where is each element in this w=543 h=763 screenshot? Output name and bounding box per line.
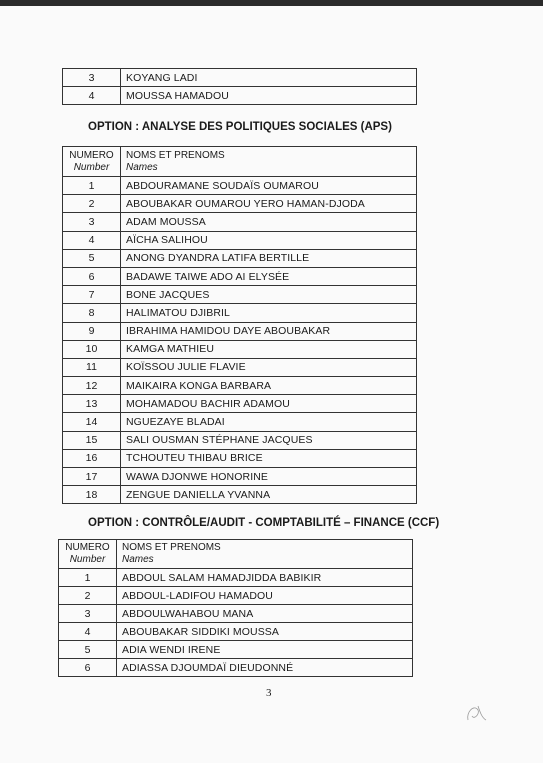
- scan-edge-bar: [0, 0, 543, 6]
- number-header-label-en: Number: [73, 161, 110, 173]
- handwritten-initials: [462, 700, 492, 726]
- table-row: [63, 322, 417, 340]
- table-row: [63, 195, 417, 213]
- table-row: [63, 87, 417, 105]
- table-row: [63, 231, 417, 249]
- page-number: 3: [266, 687, 272, 699]
- table-header-row: [59, 540, 413, 569]
- row-number: 6: [63, 267, 121, 285]
- aps-section-heading: OPTION : ANALYSE DES POLITIQUES SOCIALES (APS): [88, 121, 392, 133]
- row-name: TCHOUTEU THIBAU BRICE: [121, 449, 417, 467]
- row-number: 12: [63, 377, 121, 395]
- table-row: [63, 69, 417, 87]
- row-name: MAIKAIRA KONGA BARBARA: [121, 377, 417, 395]
- table-row: [63, 286, 417, 304]
- table-row: [63, 431, 417, 449]
- row-name: NGUEZAYE BLADAI: [121, 413, 417, 431]
- row-number: 13: [63, 395, 121, 413]
- row-name: SALI OUSMAN STÉPHANE JACQUES: [121, 431, 417, 449]
- row-number: 8: [63, 304, 121, 322]
- table-row: [59, 587, 413, 605]
- row-number: 1: [63, 177, 121, 195]
- table-row: [63, 267, 417, 285]
- row-number: 6: [59, 659, 117, 677]
- table-row: [63, 377, 417, 395]
- row-number: 2: [63, 195, 121, 213]
- names-header-label: NOMS ET PRENOMS: [122, 542, 221, 553]
- row-name: ADAM MOUSSA: [121, 213, 417, 231]
- row-number: 3: [59, 605, 117, 623]
- row-number: 17: [63, 468, 121, 486]
- row-name: ABOUBAKAR SIDDIKI MOUSSA: [117, 623, 413, 641]
- number-column-header: [59, 540, 117, 569]
- row-number: 10: [63, 340, 121, 358]
- row-number: 3: [63, 69, 121, 87]
- row-number: 5: [59, 641, 117, 659]
- table-row: [63, 449, 417, 467]
- row-number: 16: [63, 449, 121, 467]
- table-row: [59, 623, 413, 641]
- table-row: [59, 605, 413, 623]
- row-number: 9: [63, 322, 121, 340]
- table-row: [59, 641, 413, 659]
- row-name: ABDOURAMANE SOUDAÏS OUMAROU: [121, 177, 417, 195]
- names-header-label-en: Names: [126, 161, 158, 173]
- row-name: ABOUBAKAR OUMAROU YERO HAMAN-DJODA: [121, 195, 417, 213]
- row-number: 4: [63, 231, 121, 249]
- row-name: ZENGUE DANIELLA YVANNA: [121, 486, 417, 504]
- number-header-label: NUMERO: [65, 542, 110, 553]
- row-number: 14: [63, 413, 121, 431]
- table-row: [63, 340, 417, 358]
- row-number: 4: [63, 87, 121, 105]
- ccf-table: [58, 539, 413, 677]
- row-name: ABDOUL-LADIFOU HAMADOU: [117, 587, 413, 605]
- row-name: WAWA DJONWE HONORINE: [121, 468, 417, 486]
- row-name: BONE JACQUES: [121, 286, 417, 304]
- row-name: IBRAHIMA HAMIDOU DAYE ABOUBAKAR: [121, 322, 417, 340]
- names-column-header: [117, 540, 413, 569]
- number-header-label: NUMERO: [69, 149, 114, 161]
- row-name: ABDOUL SALAM HAMADJIDDA BABIKIR: [117, 569, 413, 587]
- continuation-table: [62, 68, 417, 105]
- table-row: [59, 569, 413, 587]
- names-column-header: [121, 147, 417, 177]
- row-number: 3: [63, 213, 121, 231]
- table-row: [63, 486, 417, 504]
- row-name: MOUSSA HAMADOU: [121, 87, 417, 105]
- table-row: [63, 468, 417, 486]
- row-number: 7: [63, 286, 121, 304]
- row-name: ABDOULWAHABOU MANA: [117, 605, 413, 623]
- row-name: ADIASSA DJOUMDAÏ DIEUDONNÉ: [117, 659, 413, 677]
- row-number: 1: [59, 569, 117, 587]
- row-number: 18: [63, 486, 121, 504]
- names-header-label: NOMS ET PRENOMS: [126, 149, 225, 161]
- row-name: KOYANG LADI: [121, 69, 417, 87]
- row-number: 5: [63, 249, 121, 267]
- table-row: [63, 304, 417, 322]
- table-header-row: [63, 147, 417, 177]
- table-row: [63, 213, 417, 231]
- table-row: [63, 358, 417, 376]
- row-name: KAMGA MATHIEU: [121, 340, 417, 358]
- row-name: AÏCHA SALIHOU: [121, 231, 417, 249]
- row-name: ADIA WENDI IRENE: [117, 641, 413, 659]
- names-header-label-en: Names: [122, 554, 154, 565]
- table-row: [59, 659, 413, 677]
- table-row: [63, 413, 417, 431]
- number-header-label-en: Number: [69, 554, 106, 565]
- row-name: BADAWE TAIWE ADO AI ELYSÉE: [121, 267, 417, 285]
- row-name: HALIMATOU DJIBRIL: [121, 304, 417, 322]
- row-number: 2: [59, 587, 117, 605]
- table-row: [63, 395, 417, 413]
- row-number: 15: [63, 431, 121, 449]
- ccf-section-heading: OPTION : CONTRÔLE/AUDIT - COMPTABILITÉ – FINANCE (CCF): [88, 517, 440, 529]
- row-number: 4: [59, 623, 117, 641]
- number-column-header: [63, 147, 121, 177]
- row-name: ANONG DYANDRA LATIFA BERTILLE: [121, 249, 417, 267]
- table-row: [63, 177, 417, 195]
- row-name: KOÏSSOU JULIE FLAVIE: [121, 358, 417, 376]
- table-row: [63, 249, 417, 267]
- row-number: 11: [63, 358, 121, 376]
- aps-table: [62, 146, 417, 504]
- row-name: MOHAMADOU BACHIR ADAMOU: [121, 395, 417, 413]
